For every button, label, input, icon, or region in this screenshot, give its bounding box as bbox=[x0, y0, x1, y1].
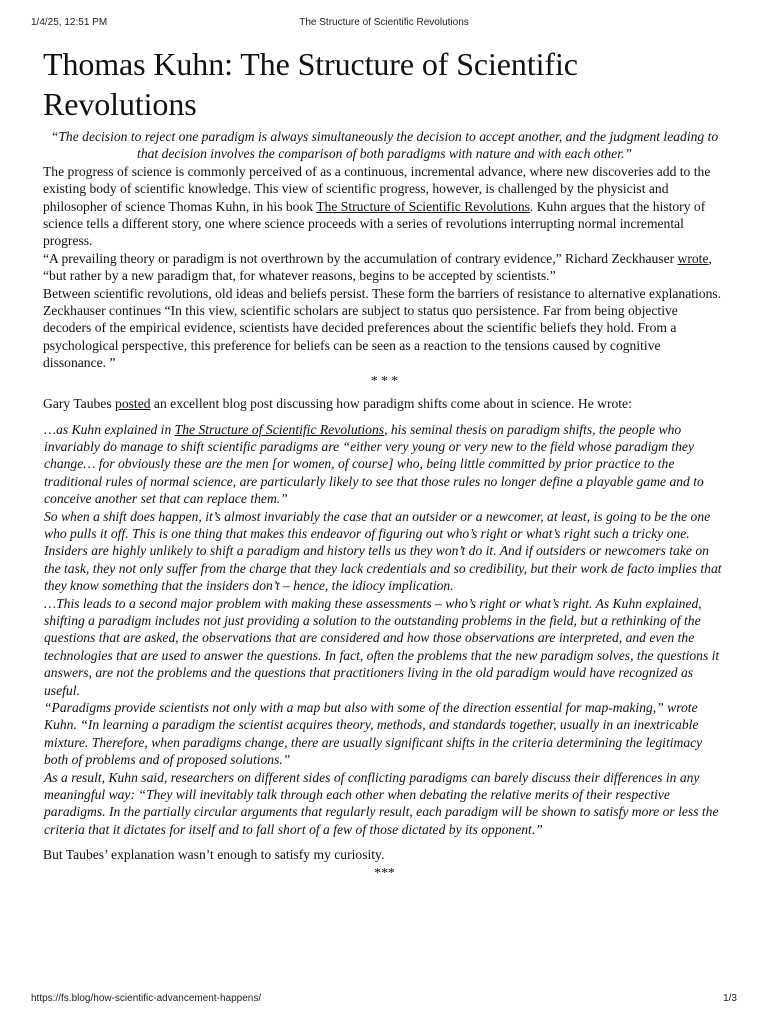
intro-text-a: The progress of science is commonly perceived of as a continuous, incremental advance, where new discoveries add to the existing body of scientific knowledge. This view of scientific progress, however, is challenged by the physicist and philosopher of science Thomas Kuhn, in his book bbox=[43, 163, 711, 214]
blockquote-paragraph: As a result, Kuhn said, researchers on different sides of conflicting paradigms can barely discuss their differences in any meaningful way: “They will inevitably talk through each other when debating the relative merits of their respective paradigms. In the partially circular arguments that regularly result, each paradigm will be shown to satisfy more or less the criteria that it dictates for itself and to fall short of a few of those dictated by its opponent.” bbox=[44, 769, 719, 837]
book-link-quote[interactable]: The Structure of Scientific Revolutions bbox=[174, 421, 385, 437]
print-footer bbox=[31, 993, 737, 1007]
book-link[interactable]: The Structure of Scientific Revolutions bbox=[316, 198, 530, 214]
zeckhauser-text-b: , “but rather by a new paradigm that, for whatever reasons, begins to be accepted by scientists.” bbox=[43, 250, 712, 284]
quote-text-a: …as Kuhn explained in bbox=[44, 421, 175, 437]
zeckhauser-continues-paragraph: Zeckhauser continues “In this view, scientific scholars are subject to status quo persistence. Far from being objective decoders of the empirical evidence, scientists have decided preferences about the scientific beliefs they hold. From a psychological perspective, this preference for beliefs can be seen as a reaction to the tensions caused by cognitive dissonance. ” bbox=[43, 303, 678, 371]
blockquote-paragraph: “Paradigms provide scientists not only with a map but also with some of the direction essential for map-making,” wrote Kuhn. “In learning a paradigm the scientist acquires theory, methods, and standards together, usually in an inextricable mixture. Therefore, when paradigms change, there are usually significant shifts in the criteria determining the legitimacy both of problems and of proposed solutions.” bbox=[44, 700, 703, 768]
epigraph-quote: “The decision to reject one paradigm is always simultaneously the decision to accept another, and the judgment leading to that decision involves the comparison of both paradigms with nature and with each other.” bbox=[50, 129, 719, 162]
wrote-link[interactable]: wrote bbox=[677, 250, 709, 266]
taubes-text-b: an excellent blog post discussing how paradigm shifts come about in science. He wrote: bbox=[150, 396, 632, 412]
intro-text-b: . Kuhn argues that the history of science tells a different story, one where science proceeds with a series of revolutions interrupting normal incremental progress. bbox=[43, 198, 706, 249]
blockquote-paragraph bbox=[43, 421, 726, 508]
section-separator: *** bbox=[374, 864, 395, 880]
intro-paragraph bbox=[43, 163, 726, 250]
zeckhauser-quote-paragraph bbox=[43, 250, 726, 285]
taubes-intro-paragraph bbox=[43, 395, 726, 412]
print-header bbox=[31, 17, 737, 31]
blockquote-paragraph: …This leads to a second major problem with making these assessments – who’s right or what’s right. As Kuhn explained, shifting a paradigm includes not just providing a solution to the outstanding problems in the field, but a rethinking of the questions that are asked, the observations that are considered and how those observations are interpreted, and even the technologies that are used to answer the questions. In fact, often the problems that the new paradigm solves, the questions it answers, are not the problems and the questions that practitioners living in the old paradigm would have recognized as useful. bbox=[44, 595, 720, 698]
print-url: https://fs.blog/how-scientific-advancement-happens/ bbox=[31, 993, 262, 1004]
article-title: Thomas Kuhn: The Structure of Scientific Revolutions bbox=[43, 46, 578, 122]
taubes-text-a: Gary Taubes bbox=[43, 396, 116, 412]
quote-text-b: , his seminal thesis on paradigm shifts, the people who invariably do manage to shift scientific paradigms are “either very young or very new to the field whose paradigm they change… for obviously these are the men [or women, of course] who, being little committed by prior practice to the traditional rules of normal science, are particularly likely to see that those rules no longer define a playable game and to conceive another set that can replace them.” bbox=[44, 421, 704, 507]
taubes-closing-paragraph: But Taubes’ explanation wasn’t enough to satisfy my curiosity. bbox=[43, 847, 385, 863]
section-separator: * * * bbox=[370, 372, 399, 388]
print-page-title: The Structure of Scientific Revolutions bbox=[299, 17, 469, 28]
posted-link[interactable]: posted bbox=[115, 396, 151, 412]
revolutions-paragraph: Between scientific revolutions, old ideas and beliefs persist. These form the barriers of resistance to alternative explanations. bbox=[43, 285, 722, 301]
print-page-number: 1/3 bbox=[723, 993, 737, 1004]
blockquote-paragraph: So when a shift does happen, it’s almost invariably the case that an outsider or a newcomer, at least, is going to be the one who pulls it off. This is one thing that makes this endeavor of figuring out who’s right or what’s right such a tricky one. Insiders are highly unlikely to shift a paradigm and history tells us they won’t do it. And if outsiders or newcomers take on the task, they not only suffer from the charge that they lack credentials and so credibility, but their work de facto implies that they know something that the insiders don’t – hence, the idiocy implication. bbox=[44, 508, 722, 594]
article bbox=[43, 44, 726, 881]
print-datetime: 1/4/25, 12:51 PM bbox=[31, 17, 108, 28]
zeckhauser-text-a: “A prevailing theory or paradigm is not overthrown by the accumulation of contrary evidence,” Richard Zeckhauser bbox=[43, 250, 678, 266]
